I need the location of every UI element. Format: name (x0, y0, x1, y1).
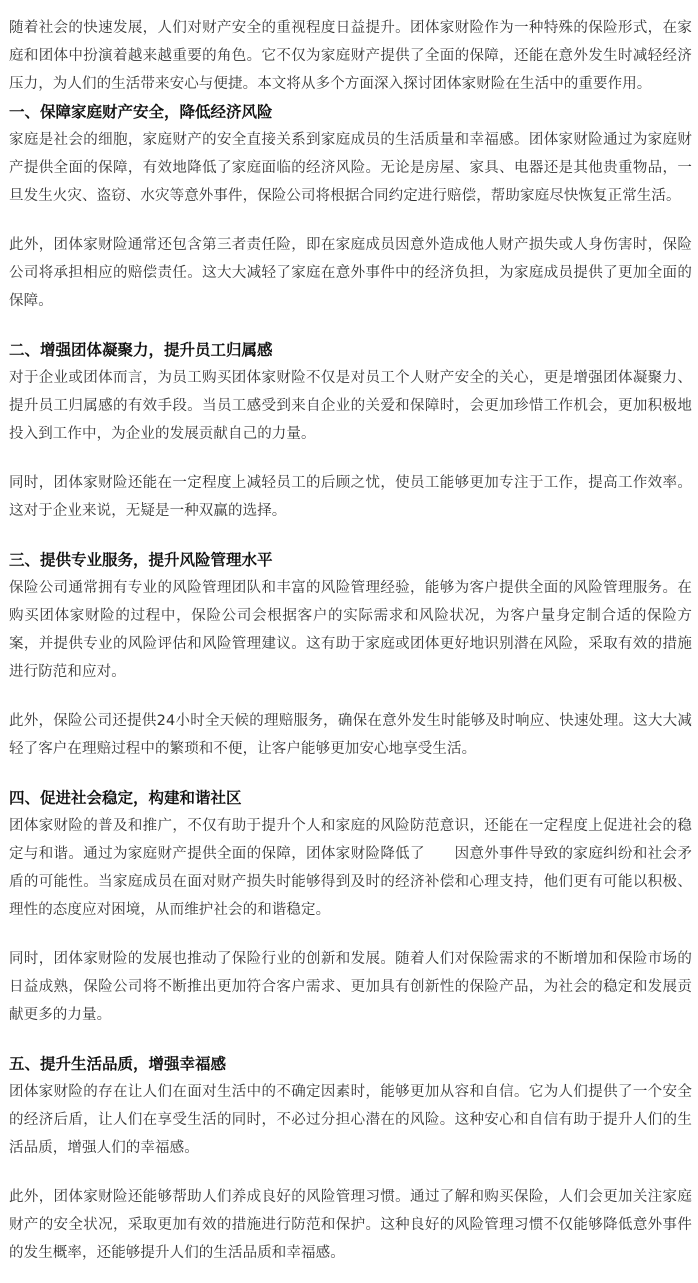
section-paragraph: 团体家财险的存在让人们在面对生活中的不确定因素时，能够更加从容和自信。它为人们提供了一个安全的经济后盾，让人们在享受生活的同时，不必过分担心潜在的风险。这种安心和自信有助于提升人们的生活品质，增强人们的幸福感。 (9, 1084, 692, 1156)
section-1 (9, 98, 692, 315)
section-paragraph: 对于企业或团体而言，为员工购买团体家财险不仅是对员工个人财产安全的关心，更是增强团体凝聚力、提升员工归属感的有效手段。当员工感受到来自企业的关爱和保障时，会更加珍惜工作机会，更加积极地投入到工作中，为企业的发展贡献自己的力量。 (9, 370, 692, 442)
section-paragraph: 此外，保险公司还提供24小时全天候的理赔服务，确保在意外发生时能够及时响应、快速处理。这大大减轻了客户在理赔过程中的繁琐和不便，让客户能够更加安心地享受生活。 (9, 713, 692, 757)
section-heading: 二、增强团体凝聚力，提升员工归属感 (9, 341, 273, 359)
section-3 (9, 546, 692, 763)
intro-paragraph: 随着社会的快速发展，人们对财产安全的重视程度日益提升。团体家财险作为一种特殊的保险形式，在家庭和团体中扮演着越来越重要的角色。它不仅为家庭财产提供了全面的保障，还能在意外发生时减轻经济压力，为人们的生活带来安心与便捷。本文将从多个方面深入探讨团体家财险在生活中的重要作用。 (9, 20, 692, 92)
section-heading: 一、保障家庭财产安全，降低经济风险 (9, 103, 273, 121)
section-paragraph: 保险公司通常拥有专业的风险管理团队和丰富的风险管理经验，能够为客户提供全面的风险管理服务。在购买团体家财险的过程中，保险公司会根据客户的实际需求和风险状况，为客户量身定制合适的保险方案，并提供专业的风险评估和风险管理建议。这有助于家庭或团体更好地识别潜在风险，采取有效的措施进行防范和应对。 (9, 580, 692, 680)
section-paragraph: 此外，团体家财险通常还包含第三者责任险，即在家庭成员因意外造成他人财产损失或人身伤害时，保险公司将承担相应的赔偿责任。这大大减轻了家庭在意外事件中的经济负担，为家庭成员提供了更加全面的保障。 (9, 237, 692, 309)
section-paragraph: 同时，团体家财险的发展也推动了保险行业的创新和发展。随着人们对保险需求的不断增加和保险市场的日益成熟，保险公司将不断推出更加符合客户需求、更加具有创新性的保险产品，为社会的稳定和发展贡献更多的力量。 (9, 951, 692, 1023)
section-4 (9, 784, 692, 1029)
section-heading: 三、提供专业服务，提升风险管理水平 (9, 551, 273, 569)
section-heading: 五、提升生活品质，增强幸福感 (9, 1055, 227, 1073)
section-paragraph: 团体家财险的普及和推广，不仅有助于提升个人和家庭的风险防范意识，还能在一定程度上促进社会的稳定与和谐。通过为家庭财产提供全面的保障，团体家财险降低了 因意外事件导致的家庭纠纷和社会矛盾的可能性。当家庭成员在面对财产损失时能够得到及时的经济补偿和心理支持，他们更有可能以积极、理性的态度应对困境，从而维护社会的和谐稳定。 (9, 818, 692, 918)
section-5 (9, 1050, 692, 1267)
section-paragraph: 家庭是社会的细胞，家庭财产的安全直接关系到家庭成员的生活质量和幸福感。团体家财险通过为家庭财产提供全面的保障，有效地降低了家庭面临的经济风险。无论是房屋、家具、电器还是其他贵重物品，一旦发生火灾、盗窃、水灾等意外事件，保险公司将根据合同约定进行赔偿，帮助家庭尽快恢复正常生活。 (9, 132, 692, 204)
section-2 (9, 336, 692, 525)
section-paragraph: 此外，团体家财险还能够帮助人们养成良好的风险管理习惯。通过了解和购买保险，人们会更加关注家庭财产的安全状况，采取更加有效的措施进行防范和保护。这种良好的风险管理习惯不仅能够降低意外事件的发生概率，还能够提升人们的生活品质和幸福感。 (9, 1189, 692, 1261)
section-paragraph: 同时，团体家财险还能在一定程度上减轻员工的后顾之忧，使员工能够更加专注于工作，提高工作效率。这对于企业来说，无疑是一种双赢的选择。 (9, 475, 692, 519)
section-heading: 四、促进社会稳定，构建和谐社区 (9, 789, 242, 807)
